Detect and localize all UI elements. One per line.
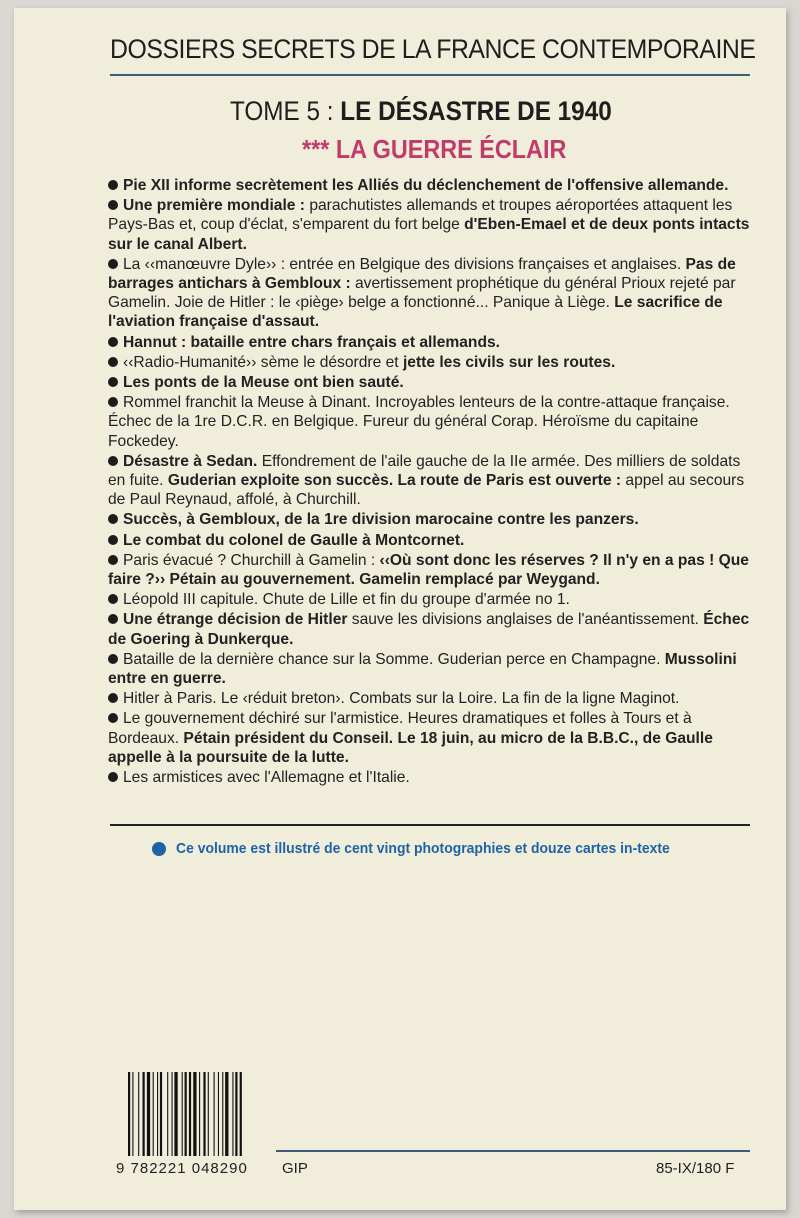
bullet-icon	[108, 555, 118, 565]
volume-heading	[230, 96, 612, 127]
publisher-code: GIP	[282, 1160, 308, 1177]
list-item	[108, 590, 756, 609]
blue-bullet-icon	[152, 842, 166, 856]
list-item	[108, 709, 756, 767]
list-item-text: Bataille de la dernière chance sur la Somme. Guderian perce en Champagne.	[123, 650, 665, 668]
list-item-text: Le gouvernement déchiré sur l'armistice. Heures dramatiques et folles à Tours et à Bordeaux.	[108, 710, 692, 747]
list-item-text: Paris évacué ? Churchill à Gamelin :	[123, 551, 380, 569]
list-item-text: Rommel franchit la Meuse à Dinant. Incroyables lenteurs de la contre-attaque française. Échec de la 1re D.C.R. en Belgique. Fureur du général Corap. Héroïsme du capitaine Fockedey.	[108, 394, 730, 450]
bottom-divider	[276, 1150, 750, 1152]
list-item-text: La ‹‹manœuvre Dyle›› : entrée en Belgique des divisions françaises et anglaises.	[123, 255, 686, 273]
list-item-text: Hitler à Paris. Le ‹réduit breton›. Combats sur la Loire. La fin de la ligne Maginot.	[123, 690, 680, 708]
list-item-text: Une étrange décision de Hitler	[123, 611, 348, 629]
bullet-icon	[108, 614, 118, 624]
list-item	[108, 531, 756, 550]
list-item-text: jette les civils sur les routes.	[402, 353, 616, 371]
illustration-note: Ce volume est illustré de cent vingt photographies et douze cartes in-texte	[176, 840, 670, 857]
list-item-text: appel au secours de Paul Reynaud, affolé, à Churchill.	[108, 472, 745, 509]
list-item-text: avertissement prophétique du général Prioux rejeté par Gamelin. Joie de Hitler : le ‹piège› belge a fonctionné... Panique à Liège.	[108, 275, 736, 312]
volume-number: TOME 5 :	[230, 96, 341, 126]
bullet-icon	[108, 654, 118, 664]
list-item-text: Hannut : bataille entre chars français et allemands.	[123, 333, 500, 351]
list-item-text: Pas de barrages antichars à Gembloux :	[108, 255, 736, 293]
bullet-icon	[108, 397, 118, 407]
list-item-text: Désastre à Sedan.	[123, 452, 258, 470]
bullet-icon	[108, 180, 118, 190]
list-item-text: Le combat du colonel de Gaulle à Montcornet.	[123, 531, 465, 549]
bullet-icon	[108, 259, 118, 269]
bullet-icon	[108, 535, 118, 545]
list-item-text: ‹‹Radio-Humanité›› sème le désordre et	[123, 353, 403, 371]
list-item	[108, 510, 756, 529]
list-item-text: Échec de Goering à Dunkerque.	[108, 611, 750, 648]
bullet-icon	[108, 357, 118, 367]
bullet-icon	[108, 337, 118, 347]
list-item-text: ‹‹Où sont donc les réserves ? Il n'y en a pas ! Que faire ?›› Pétain au gouvernement. Gamelin remplacé par Weygand.	[108, 551, 749, 589]
list-item-text: Les ponts de la Meuse ont bien sauté.	[123, 374, 404, 392]
list-item-text: Une première mondiale :	[123, 197, 305, 215]
list-item-text: Succès, à Gembloux, de la 1re division marocaine contre les panzers.	[123, 511, 639, 529]
list-item-text: sauve les divisions anglaises de l'anéantissement.	[347, 611, 704, 629]
bullet-icon	[108, 772, 118, 782]
list-item	[108, 689, 756, 708]
list-item	[108, 768, 756, 787]
list-item	[108, 551, 756, 589]
bullet-icon	[108, 514, 118, 524]
list-item	[108, 610, 756, 648]
isbn-number: 9 782221 048290	[116, 1160, 248, 1177]
bullet-icon	[108, 594, 118, 604]
series-title: DOSSIERS SECRETS DE LA FRANCE CONTEMPORAINE	[110, 34, 756, 64]
middle-divider	[110, 824, 750, 826]
list-item	[108, 393, 756, 451]
bullet-icon	[108, 456, 118, 466]
volume-title: LE DÉSASTRE DE 1940	[340, 96, 612, 126]
list-item	[108, 373, 756, 392]
summary-list	[108, 176, 756, 788]
bullet-icon	[108, 713, 118, 723]
list-item-text: Le sacrifice de l'aviation française d'assaut.	[108, 294, 723, 331]
volume-subtitle: *** LA GUERRE ÉCLAIR	[302, 134, 567, 164]
catalog-reference: 85-IX/180 F	[656, 1160, 735, 1177]
list-item	[108, 353, 756, 372]
list-item-text: Les armistices avec l'Allemagne et l'Italie.	[123, 769, 410, 787]
list-item	[108, 333, 756, 352]
list-item	[108, 452, 756, 510]
list-item-text: Pétain président du Conseil. Le 18 juin, au micro de la B.B.C., de Gaulle appelle à la poursuite de la lutte.	[108, 729, 713, 766]
list-item-text: Guderian exploite son succès. La route de Paris est ouverte :	[167, 472, 622, 490]
bullet-icon	[108, 693, 118, 703]
list-item	[108, 650, 756, 688]
list-item-text: Effondrement de l'aile gauche de la IIe armée. Des milliers de soldats en fuite.	[108, 452, 741, 490]
list-item	[108, 176, 756, 195]
list-item-text: Pie XII informe secrètement les Alliés du déclenchement de l'offensive allemande.	[123, 177, 729, 194]
barcode-icon	[126, 1072, 276, 1156]
top-divider	[110, 74, 750, 76]
list-item-text: Mussolini entre en guerre.	[108, 650, 737, 688]
list-item	[108, 255, 756, 332]
list-item	[108, 196, 756, 254]
bullet-icon	[108, 377, 118, 387]
list-item-text: parachutistes allemands et troupes aéroportées attaquent les Pays-Bas et, coup d'éclat, s'emparent du fort belge	[108, 197, 733, 234]
list-item-text: d'Eben-Emael et de deux ponts intacts sur le canal Albert.	[108, 216, 750, 253]
list-item-text: Léopold III capitule. Chute de Lille et fin du groupe d'armée no 1.	[123, 591, 570, 609]
bullet-icon	[108, 200, 118, 210]
